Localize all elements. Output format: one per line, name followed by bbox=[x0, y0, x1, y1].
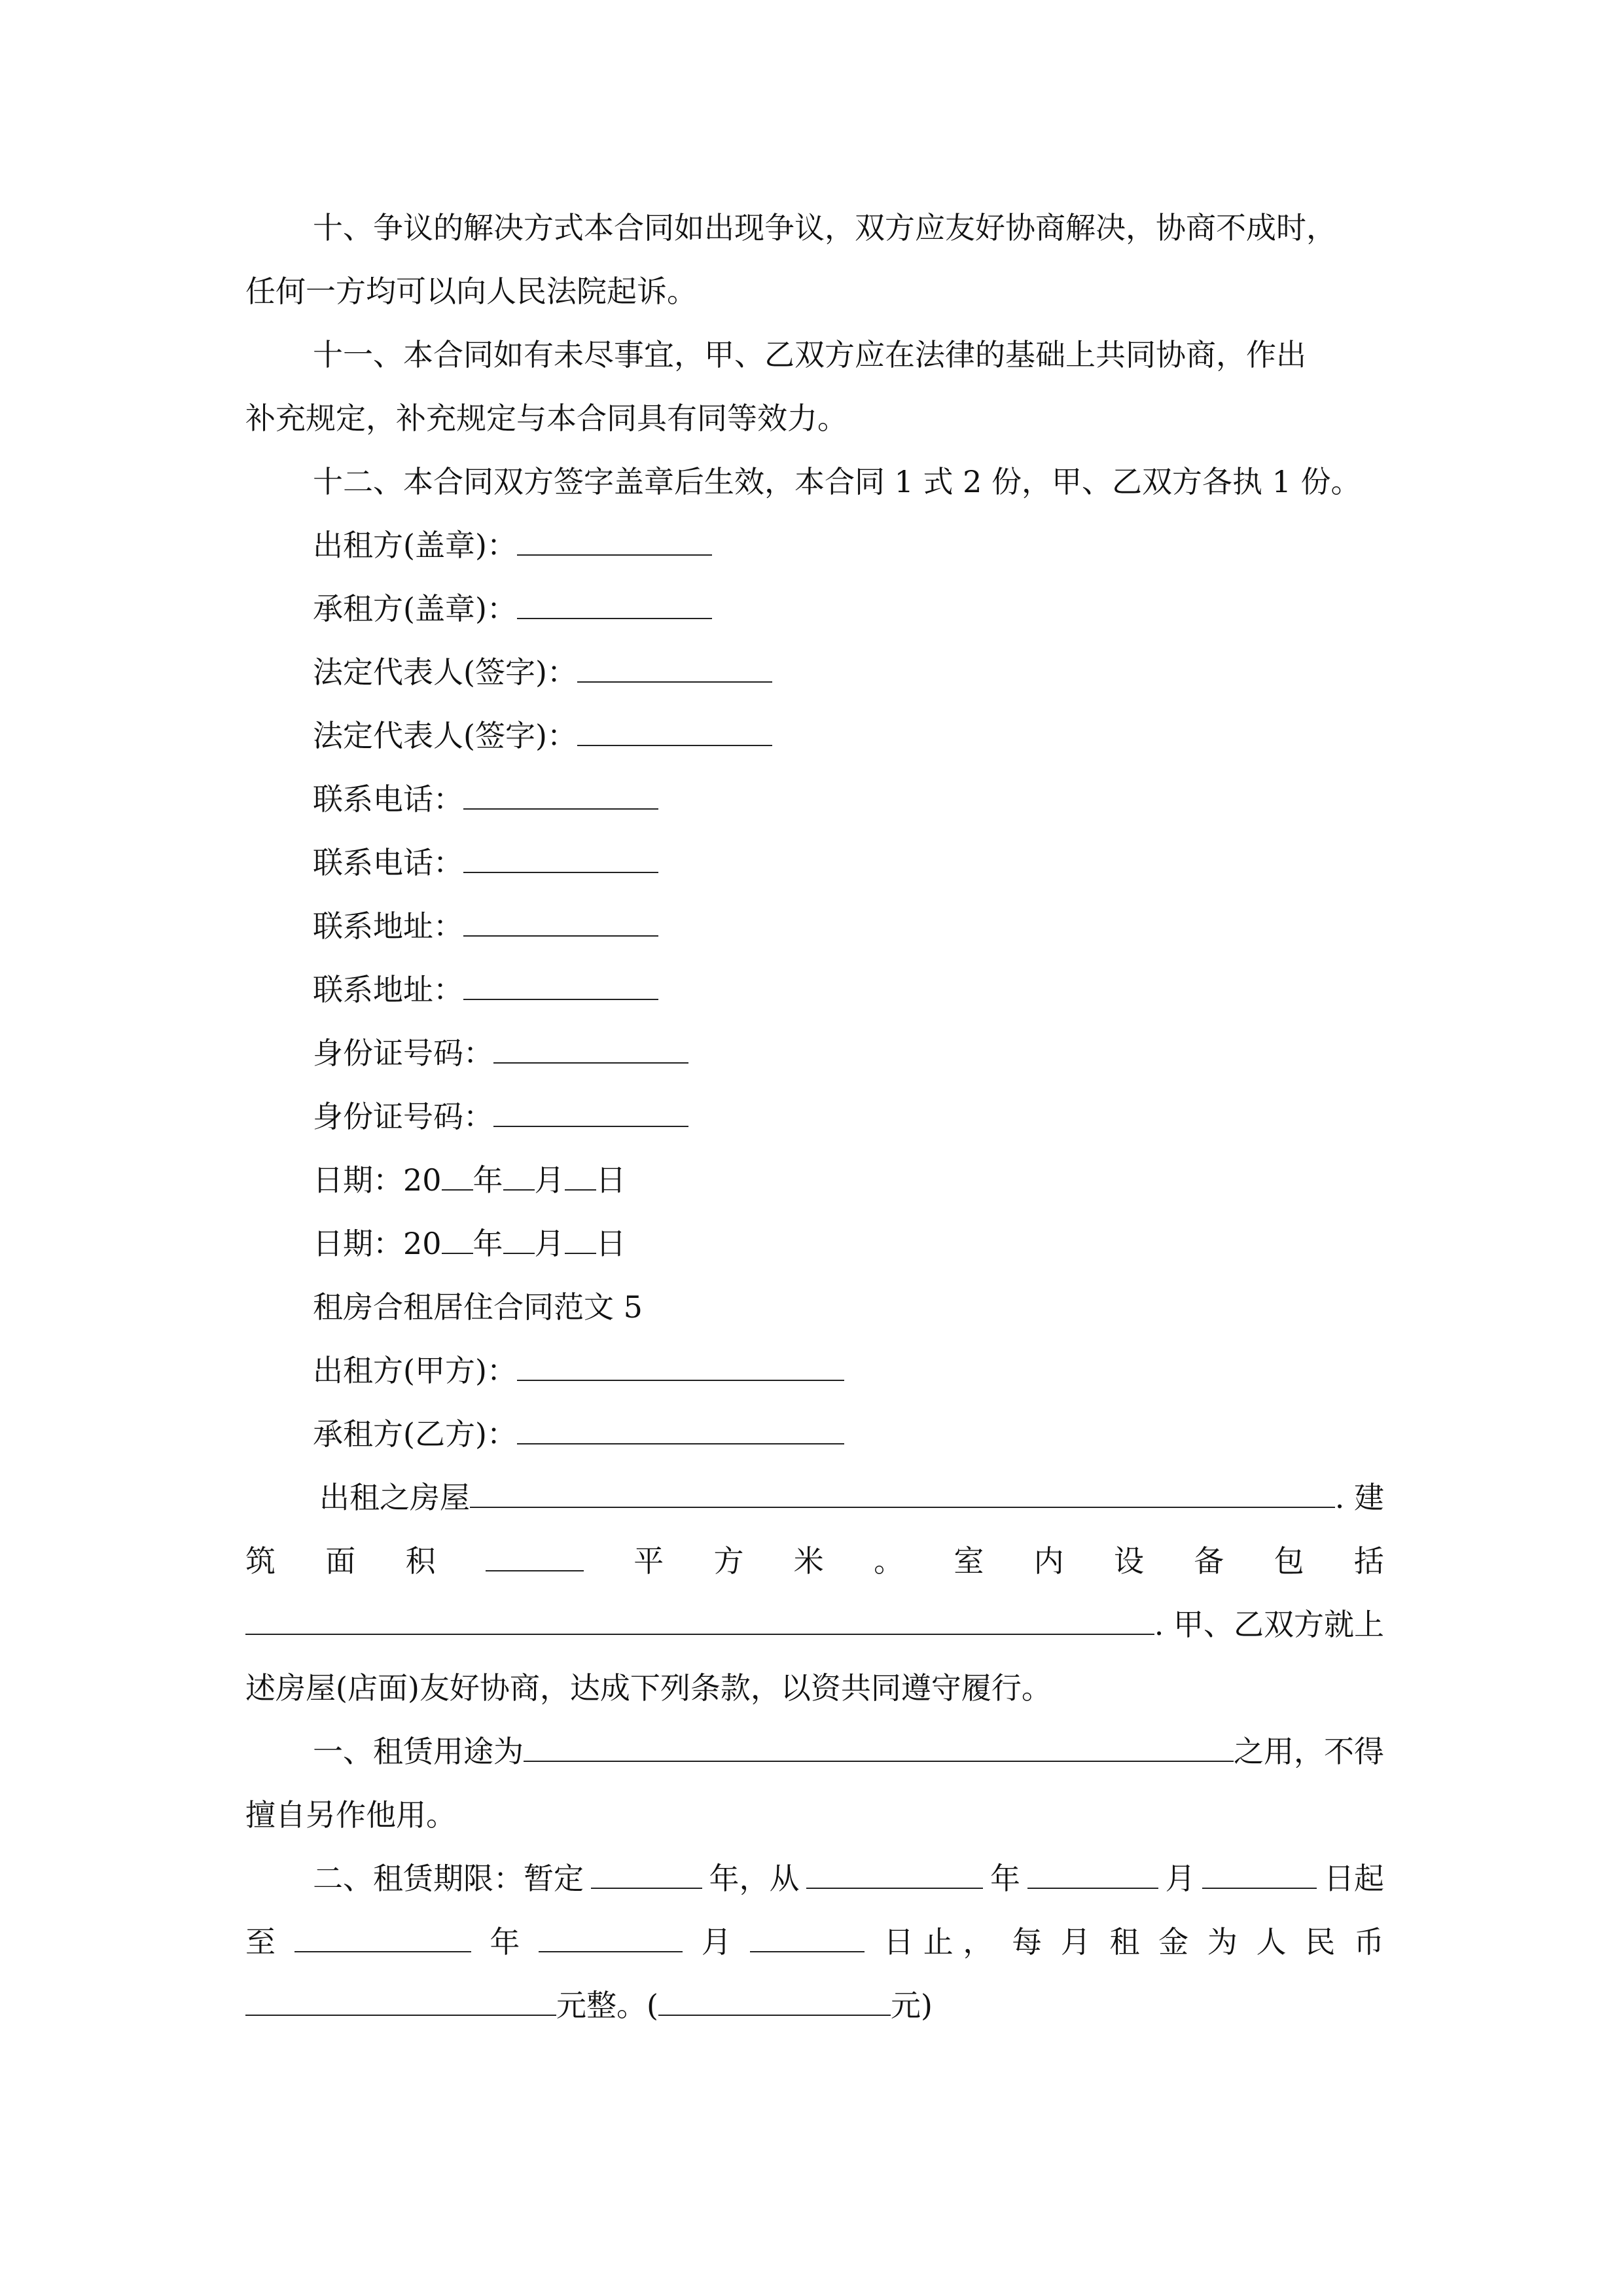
clause-11-line-2: 补充规定，补充规定与本合同具有同等效力。 bbox=[245, 401, 847, 436]
party-a-label: 出租方(甲方)： bbox=[313, 1353, 517, 1388]
rent-close-label: 元) bbox=[890, 1988, 933, 2023]
rent-whole-label: 元整。( bbox=[556, 1988, 658, 2023]
date-2-row bbox=[313, 1224, 1384, 1263]
phone-1-label: 联系电话： bbox=[313, 781, 463, 817]
party-a-row bbox=[313, 1351, 1384, 1390]
equipment-post-label: . 甲、乙双方就上 bbox=[1154, 1607, 1384, 1642]
rent-word: 民 bbox=[1305, 1924, 1336, 1960]
area-word: 积 bbox=[405, 1543, 436, 1579]
end-day-blank[interactable] bbox=[750, 1922, 865, 1952]
lessor-seal-row bbox=[313, 526, 1384, 565]
date-2-month-label: 月 bbox=[534, 1226, 565, 1261]
rep-2-blank[interactable] bbox=[577, 716, 772, 746]
rent-word: 租 bbox=[1109, 1924, 1140, 1960]
party-b-label: 承租方(乙方)： bbox=[313, 1416, 517, 1452]
term-label: 二、租赁期限：暂定 bbox=[313, 1861, 584, 1896]
date-1-year-label: 年 bbox=[473, 1162, 503, 1198]
equipment-blank[interactable] bbox=[245, 1605, 1154, 1635]
area-word: 筑 bbox=[245, 1543, 276, 1579]
date-1-prefix: 日期：20 bbox=[313, 1162, 442, 1198]
agreement-line: 述房屋(店面)友好协商，达成下列条款，以资共同遵守履行。 bbox=[245, 1670, 1052, 1706]
equipment-row bbox=[245, 1605, 1384, 1644]
date-2-day-label: 日 bbox=[596, 1226, 626, 1261]
start-month-label: 月 bbox=[1165, 1861, 1196, 1896]
area-word: 包 bbox=[1274, 1543, 1304, 1579]
lessor-seal-label: 出租方(盖章)： bbox=[313, 528, 517, 563]
lessee-seal-row bbox=[313, 589, 1384, 628]
phone-2-blank[interactable] bbox=[463, 843, 658, 873]
id-1-label: 身份证号码： bbox=[313, 1035, 493, 1071]
area-word: 米 bbox=[793, 1543, 824, 1579]
address-1-row bbox=[313, 906, 1384, 946]
start-day-blank[interactable] bbox=[1202, 1859, 1317, 1889]
rent-number-blank[interactable] bbox=[658, 1986, 891, 2016]
date-1-row bbox=[313, 1160, 1384, 1200]
house-row bbox=[319, 1478, 1384, 1517]
party-b-row bbox=[313, 1414, 1384, 1454]
area-word: 面 bbox=[325, 1543, 356, 1579]
area-word: 备 bbox=[1194, 1543, 1224, 1579]
rent-word: 人 bbox=[1256, 1924, 1287, 1960]
area-blank[interactable] bbox=[486, 1541, 584, 1571]
date-2-prefix: 日期：20 bbox=[313, 1226, 442, 1261]
house-post-label: . 建 bbox=[1334, 1480, 1384, 1515]
term-years-blank[interactable] bbox=[591, 1859, 702, 1889]
clause-10-line-1: 十、争议的解决方式本合同如出现争议，双方应友好协商解决，协商不成时， bbox=[313, 210, 1336, 245]
id-2-label: 身份证号码： bbox=[313, 1099, 493, 1134]
rep-1-label: 法定代表人(签字)： bbox=[313, 655, 577, 690]
date-2-year-blank[interactable] bbox=[442, 1224, 473, 1254]
house-address-blank[interactable] bbox=[470, 1478, 1335, 1508]
rent-word: 每 bbox=[1012, 1924, 1043, 1960]
clause-12: 十二、本合同双方签字盖章后生效，本合同 1 式 2 份，甲、乙双方各执 1 份。 bbox=[313, 464, 1361, 499]
rent-word: 月 bbox=[1060, 1924, 1091, 1960]
lessee-seal-blank[interactable] bbox=[517, 589, 712, 619]
party-a-blank[interactable] bbox=[517, 1351, 844, 1381]
rent-words-blank[interactable] bbox=[245, 1986, 556, 2016]
rent-amount-row bbox=[245, 1986, 1384, 2025]
use-label: 一、租赁用途为 bbox=[313, 1734, 524, 1769]
term-year-label: 年，从 bbox=[709, 1861, 800, 1896]
use-line-2: 擅自另作他用。 bbox=[245, 1797, 456, 1833]
phone-1-row bbox=[313, 780, 1384, 819]
address-2-row bbox=[313, 970, 1384, 1009]
date-2-day-blank[interactable] bbox=[565, 1224, 596, 1254]
id-1-row bbox=[313, 1033, 1384, 1073]
section-5-title: 租房合租居住合同范文 5 bbox=[313, 1289, 643, 1325]
start-day-label: 日起 bbox=[1324, 1861, 1384, 1896]
end-day-label: 日 止 ， bbox=[883, 1924, 993, 1960]
address-1-blank[interactable] bbox=[463, 906, 658, 937]
date-2-year-label: 年 bbox=[473, 1226, 503, 1261]
id-2-row bbox=[313, 1097, 1384, 1136]
use-row bbox=[313, 1732, 1384, 1771]
start-year-label: 年 bbox=[990, 1861, 1020, 1896]
area-row bbox=[245, 1541, 1384, 1581]
term-end-row bbox=[245, 1922, 1384, 1962]
house-label: 出租之房屋 bbox=[319, 1480, 470, 1515]
rent-word: 金 bbox=[1158, 1924, 1189, 1960]
term-row bbox=[313, 1859, 1384, 1898]
end-year-label: 年 bbox=[490, 1924, 520, 1960]
rent-word: 为 bbox=[1207, 1924, 1238, 1960]
use-post-label: 之用，不得 bbox=[1234, 1734, 1384, 1769]
id-2-blank[interactable] bbox=[493, 1097, 688, 1127]
address-1-label: 联系地址： bbox=[313, 908, 463, 944]
rent-word: 币 bbox=[1353, 1924, 1384, 1960]
rep-2-row bbox=[313, 716, 1384, 755]
date-1-month-label: 月 bbox=[534, 1162, 565, 1198]
end-month-label: 月 bbox=[701, 1924, 732, 1960]
area-word: 内 bbox=[1033, 1543, 1064, 1579]
area-word: 室 bbox=[954, 1543, 984, 1579]
area-word: 方 bbox=[713, 1543, 744, 1579]
clause-11-line-1: 十一、本合同如有未尽事宜，甲、乙双方应在法律的基础上共同协商，作出 bbox=[313, 337, 1306, 372]
phone-2-row bbox=[313, 843, 1384, 882]
phone-1-blank[interactable] bbox=[463, 780, 658, 810]
lessor-seal-blank[interactable] bbox=[517, 526, 712, 556]
address-2-blank[interactable] bbox=[463, 970, 658, 1000]
date-1-month-blank[interactable] bbox=[503, 1160, 535, 1191]
lessee-seal-label: 承租方(盖章)： bbox=[313, 591, 517, 626]
end-year-blank[interactable] bbox=[294, 1922, 471, 1952]
rep-2-label: 法定代表人(签字)： bbox=[313, 718, 577, 753]
end-month-blank[interactable] bbox=[539, 1922, 683, 1952]
party-b-blank[interactable] bbox=[517, 1414, 844, 1444]
address-2-label: 联系地址： bbox=[313, 972, 463, 1007]
start-month-blank[interactable] bbox=[1027, 1859, 1158, 1889]
area-word: 括 bbox=[1353, 1543, 1384, 1579]
date-1-day-label: 日 bbox=[596, 1162, 626, 1198]
rep-1-blank[interactable] bbox=[577, 653, 772, 683]
to-label: 至 bbox=[245, 1924, 276, 1960]
start-year-blank[interactable] bbox=[806, 1859, 983, 1889]
id-1-blank[interactable] bbox=[493, 1033, 688, 1064]
use-blank[interactable] bbox=[524, 1732, 1234, 1762]
area-word: 设 bbox=[1113, 1543, 1144, 1579]
date-1-year-blank[interactable] bbox=[442, 1160, 473, 1191]
area-word: 。 bbox=[874, 1543, 904, 1579]
phone-2-label: 联系电话： bbox=[313, 845, 463, 880]
rep-1-row bbox=[313, 653, 1384, 692]
date-2-month-blank[interactable] bbox=[503, 1224, 535, 1254]
date-1-day-blank[interactable] bbox=[565, 1160, 596, 1191]
clause-10-line-2: 任何一方均可以向人民法院起诉。 bbox=[245, 274, 697, 309]
area-word: 平 bbox=[633, 1543, 664, 1579]
